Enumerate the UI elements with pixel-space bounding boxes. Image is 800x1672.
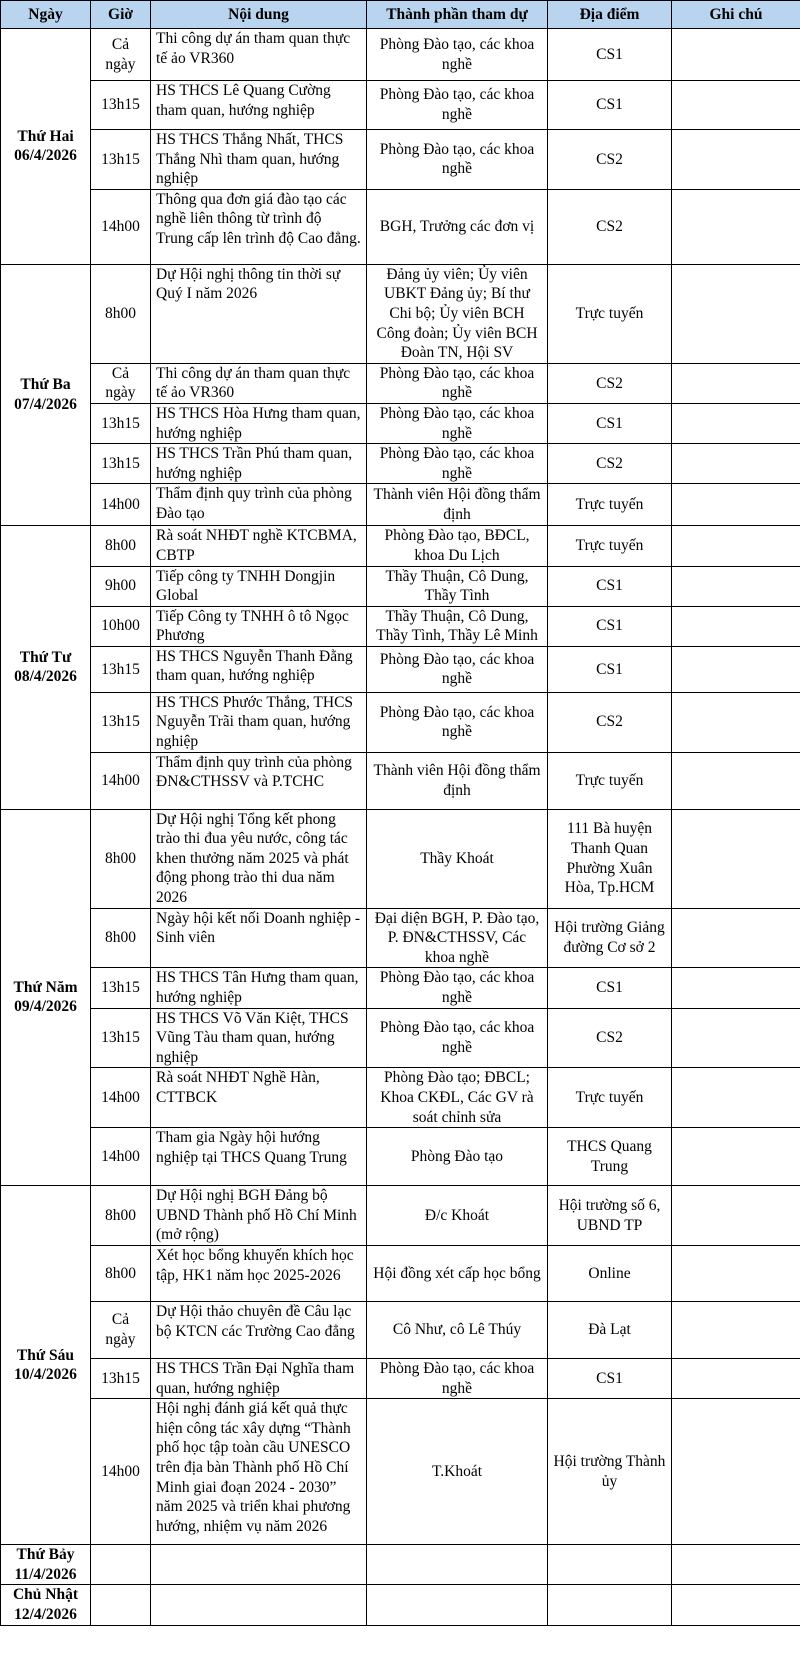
day-cell [1,29,91,265]
participants-cell: Đ/c Khoát [367,1186,548,1246]
note-cell [672,189,800,264]
participants-cell [367,1585,548,1625]
time-cell: 8h00 [91,264,151,363]
note-cell [672,1358,800,1398]
content-cell: Thi công dự án tham quan thực tế ảo VR360 [151,363,367,403]
participants-cell: Phòng Đào tạo, các khoa nghề [367,363,548,403]
table-row [1,444,800,484]
time-cell: 13h15 [91,1358,151,1398]
location-cell: Trực tuyến [548,752,672,809]
content-cell: Dự Hội nghị BGH Đảng bộ UBND Thành phố Hồ Chí Minh (mở rộng) [151,1186,367,1246]
table-row [1,484,800,526]
table-row [1,363,800,403]
table-row [1,1245,800,1301]
time-cell: 14h00 [91,1399,151,1545]
header-time: Giờ [91,1,151,29]
content-cell: Hội nghị đánh giá kết quả thực hiện công tác xây dựng “Thành phố học tập toàn cầu UNESCO trên địa bàn Thành phố Hồ Chí Minh giai đoạn 2024 - 2030” năm 2025 và triển khai phương hướng, nhiệm vụ năm 2026 [151,1399,367,1545]
content-cell: Tham gia Ngày hội hướng nghiệp tại THCS Quang Trung [151,1128,367,1186]
time-cell: 14h00 [91,1128,151,1186]
note-cell [672,1068,800,1128]
participants-cell: Thầy Thuận, Cô Dung, Thầy Tình [367,566,548,606]
day-date: 11/4/2026 [14,1565,77,1583]
time-cell [91,1585,151,1625]
table-row [1,1585,800,1625]
table-row [1,81,800,130]
note-cell [672,968,800,1008]
day-date: 06/4/2026 [14,147,77,165]
participants-cell: Phòng Đào tạo, BĐCL, khoa Du Lịch [367,526,548,566]
note-cell [672,692,800,752]
location-cell: CS2 [548,189,672,264]
day-date: 12/4/2026 [14,1605,77,1623]
header-row [1,1,800,29]
table-row [1,1186,800,1246]
day-label: Chủ Nhật [12,1586,79,1604]
content-cell: Rà soát NHĐT nghề KTCBMA, CBTP [151,526,367,566]
location-cell: THCS Quang Trung [548,1128,672,1186]
table-row [1,1068,800,1128]
location-cell: CS1 [548,403,672,443]
participants-cell: Thầy Thuận, Cô Dung, Thầy Tình, Thầy Lê Minh [367,606,548,646]
participants-cell: T.Khoát [367,1399,548,1545]
location-cell: Trực tuyến [548,526,672,566]
time-cell: Cả ngày [91,363,151,403]
content-cell: Thi công dự án tham quan thực tế ảo VR360 [151,29,367,81]
note-cell [672,1585,800,1625]
schedule-body [1,29,800,1626]
content-cell: Rà soát NHĐT Nghề Hàn, CTTBCK [151,1068,367,1128]
note-cell [672,363,800,403]
content-cell: HS THCS Lê Quang Cường tham quan, hướng nghiệp [151,81,367,130]
table-row [1,1301,800,1358]
location-cell: Online [548,1245,672,1301]
time-cell: 8h00 [91,1186,151,1246]
location-cell: CS2 [548,363,672,403]
table-row [1,130,800,190]
time-cell: 8h00 [91,526,151,566]
participants-cell: BGH, Trưởng các đơn vị [367,189,548,264]
participants-cell: Phòng Đào tạo [367,1128,548,1186]
day-label: Thứ Hai [17,127,74,145]
table-row [1,968,800,1008]
participants-cell: Phòng Đào tạo, các khoa nghề [367,646,548,692]
location-cell: Đà Lạt [548,1301,672,1358]
location-cell: CS1 [548,566,672,606]
content-cell: Dự Hội nghị Tổng kết phong trào thi đua yêu nước, công tác khen thưởng năm 2025 và phát động phong trào thi dua năm 2026 [151,809,367,908]
participants-cell: Phòng Đào tạo, các khoa nghề [367,130,548,190]
content-cell: Tiếp Công ty TNHH ô tô Ngọc Phương [151,606,367,646]
participants-cell: Phòng Đào tạo, các khoa nghề [367,968,548,1008]
location-cell: Hội trường Giảng đường Cơ sở 2 [548,908,672,968]
time-cell: 13h15 [91,403,151,443]
note-cell [672,1008,800,1068]
location-cell: CS2 [548,692,672,752]
participants-cell: Phòng Đào tạo, các khoa nghề [367,403,548,443]
participants-cell: Phòng Đào tạo, các khoa nghề [367,1358,548,1398]
participants-cell: Hội đồng xét cấp học bổng [367,1245,548,1301]
table-row [1,526,800,566]
content-cell: HS THCS Trần Phú tham quan, hướng nghiệp [151,444,367,484]
note-cell [672,1301,800,1358]
note-cell [672,1186,800,1246]
day-label: Thứ Sáu [16,1346,75,1364]
table-row [1,809,800,908]
content-cell: HS THCS Tân Hưng tham quan, hướng nghiệp [151,968,367,1008]
time-cell: Cả ngày [91,29,151,81]
header-location: Địa điểm [548,1,672,29]
time-cell: 10h00 [91,606,151,646]
participants-cell: Đảng ủy viên; Ủy viên UBKT Đảng ủy; Bí thư Chi bộ; Ủy viên BCH Công đoàn; Ủy viên BCH Đoàn TN, Hội SV [367,264,548,363]
note-cell [672,403,800,443]
table-row [1,752,800,809]
time-cell: 13h15 [91,646,151,692]
note-cell [672,484,800,526]
participants-cell: Thầy Khoát [367,809,548,908]
time-cell: 8h00 [91,908,151,968]
location-cell: Hội trường số 6, UBND TP [548,1186,672,1246]
time-cell: 13h15 [91,1008,151,1068]
time-cell: 13h15 [91,692,151,752]
time-cell: 9h00 [91,566,151,606]
table-row [1,264,800,363]
table-row [1,1358,800,1398]
table-row [1,606,800,646]
note-cell [672,81,800,130]
time-cell: 14h00 [91,752,151,809]
day-cell [1,1545,91,1585]
day-date: 07/4/2026 [14,396,77,414]
location-cell: CS2 [548,130,672,190]
content-cell: Thẩm định quy trình của phòng ĐN&CTHSSV và P.TCHC [151,752,367,809]
note-cell [672,646,800,692]
content-cell: HS THCS Trần Đại Nghĩa tham quan, hướng nghiệp [151,1358,367,1398]
note-cell [672,444,800,484]
table-row [1,1008,800,1068]
time-cell: 14h00 [91,189,151,264]
participants-cell [367,1545,548,1585]
location-cell: Trực tuyến [548,484,672,526]
location-cell: CS2 [548,444,672,484]
location-cell: Trực tuyến [548,264,672,363]
time-cell: Cả ngày [91,1301,151,1358]
content-cell: HS THCS Phước Thắng, THCS Nguyễn Trãi tham quan, hướng nghiệp [151,692,367,752]
day-cell [1,526,91,809]
note-cell [672,606,800,646]
content-cell: Thông qua đơn giá đào tạo các nghề liên thông từ trình độ Trung cấp lên trình độ Cao đẳng. [151,189,367,264]
day-label: Thứ Tư [19,648,72,666]
note-cell [672,1399,800,1545]
content-cell: Dự Hội nghị thông tin thời sự Quý I năm 2026 [151,264,367,363]
note-cell [672,809,800,908]
location-cell: CS1 [548,1358,672,1398]
location-cell: CS1 [548,81,672,130]
header-day: Ngày [1,1,91,29]
note-cell [672,526,800,566]
content-cell: Tiếp công ty TNHH Dongjin Global [151,566,367,606]
location-cell [548,1545,672,1585]
day-label: Thứ Năm [13,978,78,996]
location-cell [548,1585,672,1625]
content-cell: Thẩm định quy trình của phòng Đào tạo [151,484,367,526]
time-cell: 13h15 [91,130,151,190]
table-row [1,692,800,752]
note-cell [672,752,800,809]
header-content: Nội dung [151,1,367,29]
content-cell [151,1585,367,1625]
note-cell [672,1545,800,1585]
location-cell: CS1 [548,29,672,81]
header-note: Ghi chú [672,1,800,29]
note-cell [672,1128,800,1186]
day-label: Thứ Ba [20,376,71,394]
location-cell: CS1 [548,606,672,646]
participants-cell: Thành viên Hội đồng thẩm định [367,752,548,809]
time-cell: 13h15 [91,81,151,130]
participants-cell: Thành viên Hội đồng thẩm định [367,484,548,526]
participants-cell: Phòng Đào tạo, các khoa nghề [367,81,548,130]
note-cell [672,908,800,968]
table-row [1,646,800,692]
time-cell: 14h00 [91,1068,151,1128]
content-cell: HS THCS Thắng Nhất, THCS Thắng Nhì tham quan, hướng nghiệp [151,130,367,190]
participants-cell: Phòng Đào tạo, các khoa nghề [367,692,548,752]
day-cell [1,264,91,526]
participants-cell: Phòng Đào tạo, các khoa nghề [367,444,548,484]
participants-cell: Đại diện BGH, P. Đào tạo, P. ĐN&CTHSSV, Các khoa nghề [367,908,548,968]
note-cell [672,130,800,190]
day-label: Thứ Bảy [16,1546,75,1564]
note-cell [672,29,800,81]
table-row [1,403,800,443]
table-row [1,1545,800,1585]
participants-cell: Cô Như, cô Lê Thúy [367,1301,548,1358]
table-row [1,1399,800,1545]
content-cell: Xét học bổng khuyến khích học tập, HK1 năm học 2025-2026 [151,1245,367,1301]
table-row [1,908,800,968]
table-row [1,1128,800,1186]
time-cell [91,1545,151,1585]
header-participants: Thành phần tham dự [367,1,548,29]
location-cell: CS1 [548,646,672,692]
time-cell: 13h15 [91,968,151,1008]
note-cell [672,1245,800,1301]
day-cell [1,809,91,1186]
content-cell: HS THCS Võ Văn Kiệt, THCS Vũng Tàu tham quan, hướng nghiệp [151,1008,367,1068]
note-cell [672,264,800,363]
day-date: 09/4/2026 [14,998,77,1016]
time-cell: 13h15 [91,444,151,484]
time-cell: 8h00 [91,1245,151,1301]
participants-cell: Phòng Đào tạo, các khoa nghề [367,29,548,81]
day-date: 08/4/2026 [14,668,77,686]
content-cell: HS THCS Nguyễn Thanh Đằng tham quan, hướng nghiệp [151,646,367,692]
location-cell: CS1 [548,968,672,1008]
participants-cell: Phòng Đào tạo, các khoa nghề [367,1008,548,1068]
day-cell [1,1585,91,1625]
note-cell [672,566,800,606]
location-cell: CS2 [548,1008,672,1068]
content-cell: Dự Hội thảo chuyên đề Câu lạc bộ KTCN các Trường Cao đẳng [151,1301,367,1358]
time-cell: 8h00 [91,809,151,908]
time-cell: 14h00 [91,484,151,526]
location-cell: Hội trường Thành ủy [548,1399,672,1545]
participants-cell: Phòng Đào tạo; ĐBCL; Khoa CKĐL, Các GV rà soát chỉnh sửa [367,1068,548,1128]
day-date: 10/4/2026 [14,1366,77,1384]
table-row [1,189,800,264]
content-cell: HS THCS Hòa Hưng tham quan, hướng nghiệp [151,403,367,443]
content-cell: Ngày hội kết nối Doanh nghiệp - Sinh viên [151,908,367,968]
location-cell: Trực tuyến [548,1068,672,1128]
location-cell: 111 Bà huyện Thanh Quan Phường Xuân Hòa, Tp.HCM [548,809,672,908]
table-row [1,566,800,606]
content-cell [151,1545,367,1585]
day-cell [1,1186,91,1545]
table-row [1,29,800,81]
